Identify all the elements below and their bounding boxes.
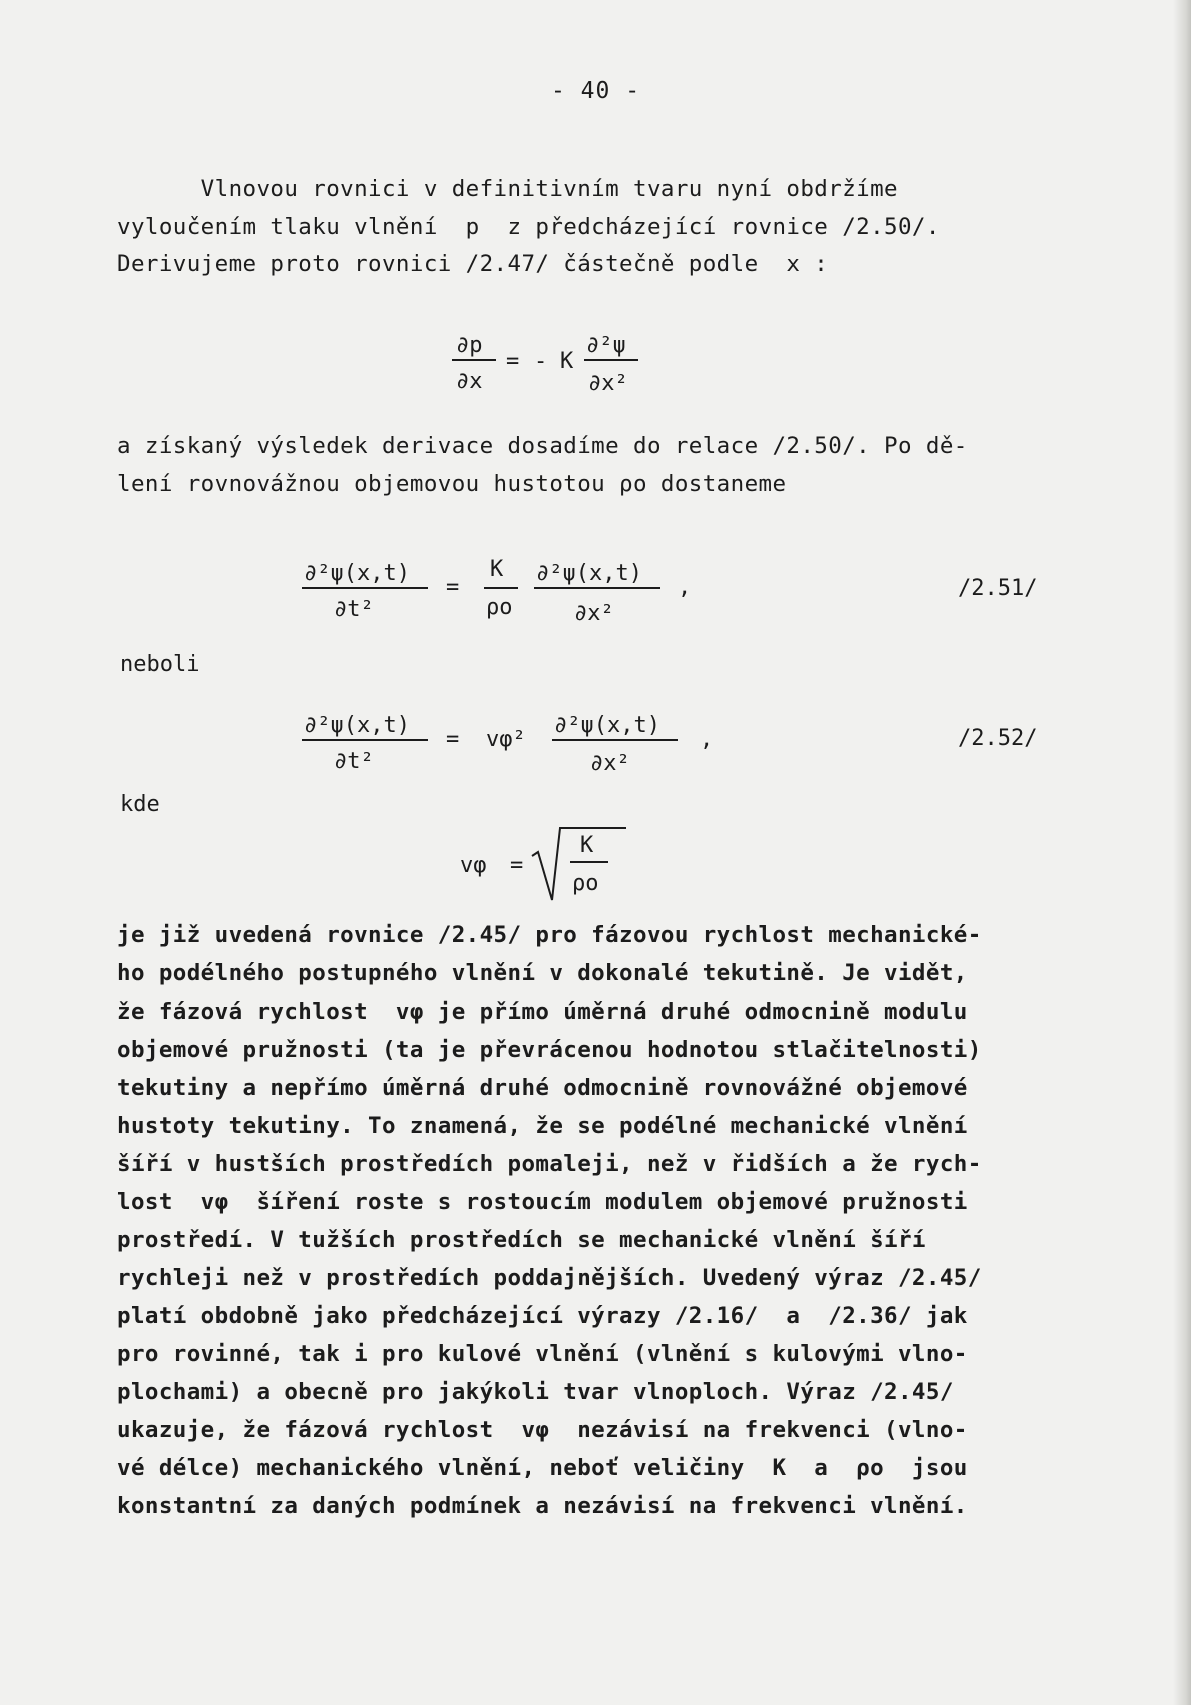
text-line: konstantní za daných podmínek a nezávisí na frekvenci vlnění. [117,1493,968,1519]
equation-number: /2.52/ [958,726,1038,751]
eq-d2psi: ∂²ψ [586,333,626,358]
eq-equals: = [506,349,520,374]
text-line: že fázová rychlost vφ je přímo úměrná druhé odmocnině modulu [117,999,968,1025]
eq-dx: ∂x [456,369,483,394]
text-line: ho podélného postupného vlnění v dokonalé tekutině. Je vidět, [117,960,968,986]
text-line: vyloučením tlaku vlnění p z předcházející rovnice /2.50/. [117,214,940,240]
eq-d2psi-xt: ∂²ψ(x,t) [304,561,410,586]
text-line: Vlnovou rovnici v definitivním tvaru nyní obdržíme [117,176,898,202]
text-line: rychleji než v prostředích poddajnějších. Uvedený výraz /2.45/ [117,1265,982,1291]
eq-K: K [580,833,594,858]
eq-v-phi-squared: vφ² [486,727,526,752]
eq-dx2: ∂x² [588,371,628,396]
page-number: - 40 - [550,78,641,104]
eq-K: K [560,349,574,374]
eq-dp: ∂p [456,333,483,358]
text-line: šíří v hustších prostředích pomaleji, než v řidších a že rych- [117,1151,982,1177]
text-line: platí obdobně jako předcházející výrazy /2.16/ a /2.36/ jak [117,1303,968,1329]
text-line: tekutiny a nepřímo úměrná druhé odmocnině rovnovážné objemové [117,1075,968,1101]
text-line: vé délce) mechanického vlnění, neboť veličiny K a ρo jsou [117,1455,968,1481]
eq-d2psi-xt: ∂²ψ(x,t) [536,561,642,586]
text-line: je již uvedená rovnice /2.45/ pro fázovou rychlost mechanické- [117,922,982,948]
text-line: plochami) a obecně pro jakýkoli tvar vlnoploch. Výraz /2.45/ [117,1379,954,1405]
text-line: hustoty tekutiny. To znamená, že se podélné mechanické vlnění [117,1113,968,1139]
text-line: lost vφ šíření roste s rostoucím modulem objemové pružnosti [117,1189,968,1215]
eq-d2psi-xt: ∂²ψ(x,t) [554,713,660,738]
eq-K: K [490,557,504,582]
text-line: pro rovinné, tak i pro kulové vlnění (vlnění s kulovými vlno- [117,1341,968,1367]
eq-rho0: ρo [486,595,513,620]
eq-dt2: ∂t² [334,749,374,774]
equation-number: /2.51/ [958,576,1038,601]
equation-phase-velocity [458,822,638,906]
eq-equals: = [446,575,460,600]
word-kde: kde [120,792,160,817]
word-neboli: neboli [120,652,200,677]
eq-d2psi-xt: ∂²ψ(x,t) [304,713,410,738]
text-line: lení rovnovážnou objemovou hustotou ρo dostaneme [117,471,787,497]
eq-dx2: ∂x² [574,601,614,626]
eq-v-phi: vφ [460,853,487,878]
eq-dt2: ∂t² [334,597,374,622]
equation-dp-dx [440,318,660,408]
text-line: ukazuje, že fázová rychlost vφ nezávisí na frekvenci (vlno- [117,1417,968,1443]
eq-comma: , [678,575,692,600]
eq-equals: = [446,727,460,752]
page-edge-shadow [1173,0,1191,1705]
text-line: prostředí. V tužších prostředích se mechanické vlnění šíří [117,1227,926,1253]
equation-2-52 [300,700,720,790]
eq-minus: - [534,349,548,374]
eq-equals: = [510,853,524,878]
equation-2-51 [300,548,720,638]
text-line: a získaný výsledek derivace dosadíme do relace /2.50/. Po dě- [117,433,968,459]
eq-comma: , [700,727,714,752]
eq-rho0: ρo [572,871,599,896]
text-line: Derivujeme proto rovnici /2.47/ částečně podle x : [117,251,829,277]
eq-dx2: ∂x² [590,751,630,776]
text-line: objemové pružnosti (ta je převrácenou hodnotou stlačitelnosti) [117,1037,982,1063]
